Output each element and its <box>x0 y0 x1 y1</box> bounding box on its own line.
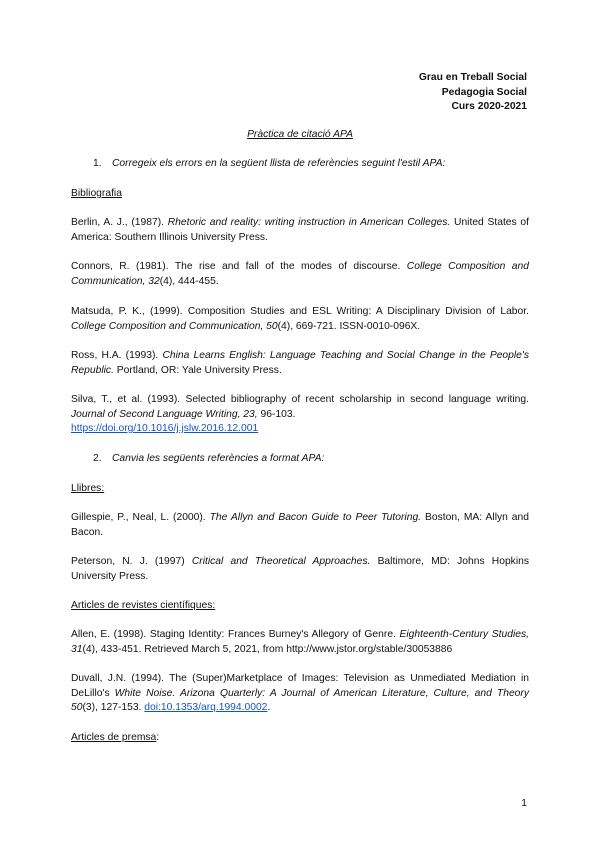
task-1-number: 1. <box>93 158 102 169</box>
ref-connors <box>71 260 529 289</box>
section-premsa-colon: : <box>156 732 160 743</box>
ref-gillespie-title: The Allyn and Bacon Guide to Peer Tutoring. <box>209 512 422 523</box>
ref-duvall-pages: (3), 127-153. <box>82 702 145 713</box>
ref-matsuda <box>71 305 529 334</box>
ref-peterson-publisher: Baltimore, MD: Johns Hopkins University Press. <box>71 556 529 582</box>
ref-ross-publisher: Portland, OR: Yale University Press. <box>113 364 282 376</box>
ref-silva <box>71 393 529 437</box>
ref-matsuda-main: Matsuda, P. K., (1999). Composition Studies and ESL Writing: A Disciplinary Division of Labor. <box>71 306 529 317</box>
ref-matsuda-journal: College Composition and Communication, 50 <box>71 320 278 332</box>
ref-duvall-main: Duvall, J.N. (1994). The (Super)Marketplace of Images: Television as Unmediated Mediation in DeLillo's <box>71 673 529 699</box>
ref-berlin <box>71 216 529 245</box>
header-subject: Pedagogia Social <box>441 86 527 98</box>
ref-gillespie <box>71 511 529 540</box>
ref-allen-pages: (4), 433-451. Retrieved March 5, 2021, from http://www.jstor.org/stable/30053886 <box>82 643 453 655</box>
ref-connors-main: Connors, R. (1981). The rise and fall of the modes of discourse. <box>71 261 407 272</box>
course-header <box>419 71 527 115</box>
ref-berlin-publisher: United States of America: Southern Illinois University Press. <box>71 217 529 243</box>
task-1-text: Corregeix els errors en la següent llista de referències seguint l'estil APA: <box>112 158 446 169</box>
section-llibres: Llibres: <box>71 483 105 494</box>
page-number: 1 <box>521 798 527 809</box>
ref-matsuda-pages: (4), 669-721. ISSN-0010-096X. <box>277 320 421 332</box>
ref-berlin-title: Rhetoric and reality: writing instruction in American Colleges. <box>167 217 451 228</box>
section-bibliografia: Bibliografia <box>71 188 122 199</box>
ref-connors-pages: (4), 444-455. <box>159 275 219 287</box>
ref-silva-doi-link[interactable]: https://doi.org/10.1016/j.jslw.2016.12.001 <box>71 423 259 434</box>
ref-connors-journal: College Composition and Communication, 32 <box>71 261 529 287</box>
ref-peterson <box>71 555 529 584</box>
ref-ross <box>71 349 529 378</box>
header-year: Curs 2020-2021 <box>451 101 527 112</box>
ref-duvall-period: . <box>267 702 271 713</box>
ref-allen-main: Allen, E. (1998). Staging Identity: Frances Burney's Allegory of Genre. <box>71 629 400 640</box>
ref-duvall <box>71 672 529 716</box>
section-premsa <box>71 731 529 746</box>
page-title: Pràctica de citació APA <box>247 129 353 140</box>
task-2-text: Canvia les següents referències a format APA: <box>112 453 325 464</box>
ref-duvall-journal: White Noise. Arizona Quarterly: A Journal of American Literature, Culture, and Theory 50 <box>71 687 529 713</box>
section-premsa-label: Articles de premsa <box>71 732 157 743</box>
ref-duvall-doi-link[interactable]: doi:10.1353/arq.1994.0002 <box>144 702 268 713</box>
ref-peterson-authors: Peterson, N. J. (1997) <box>71 556 192 567</box>
ref-allen <box>71 628 529 657</box>
ref-ross-authors: Ross, H.A. (1993). <box>71 350 163 361</box>
ref-berlin-authors: Berlin, A. J., (1987). <box>71 217 168 228</box>
section-articles: Articles de revistes científiques: <box>71 600 216 611</box>
task-1 <box>93 158 445 169</box>
ref-peterson-title: Critical and Theoretical Approaches. <box>191 556 371 567</box>
task-2-number: 2. <box>93 453 102 464</box>
task-2 <box>93 453 324 464</box>
ref-gillespie-publisher: Boston, MA: Allyn and Bacon. <box>71 512 529 538</box>
ref-silva-pages: 96-103. <box>257 408 296 420</box>
ref-allen-journal: Eighteenth-Century Studies, 31 <box>71 629 529 655</box>
header-degree: Grau en Treball Social <box>418 72 527 83</box>
ref-silva-journal: Journal of Second Language Writing, 23, <box>71 408 258 420</box>
ref-ross-title: China Learns English: Language Teaching and Social Change in the People's Republic. <box>71 350 529 376</box>
ref-silva-main: Silva, T., et al. (1993). Selected bibliography of recent scholarship in second language writing. <box>71 394 529 405</box>
ref-gillespie-authors: Gillespie, P., Neal, L. (2000). <box>71 512 210 523</box>
